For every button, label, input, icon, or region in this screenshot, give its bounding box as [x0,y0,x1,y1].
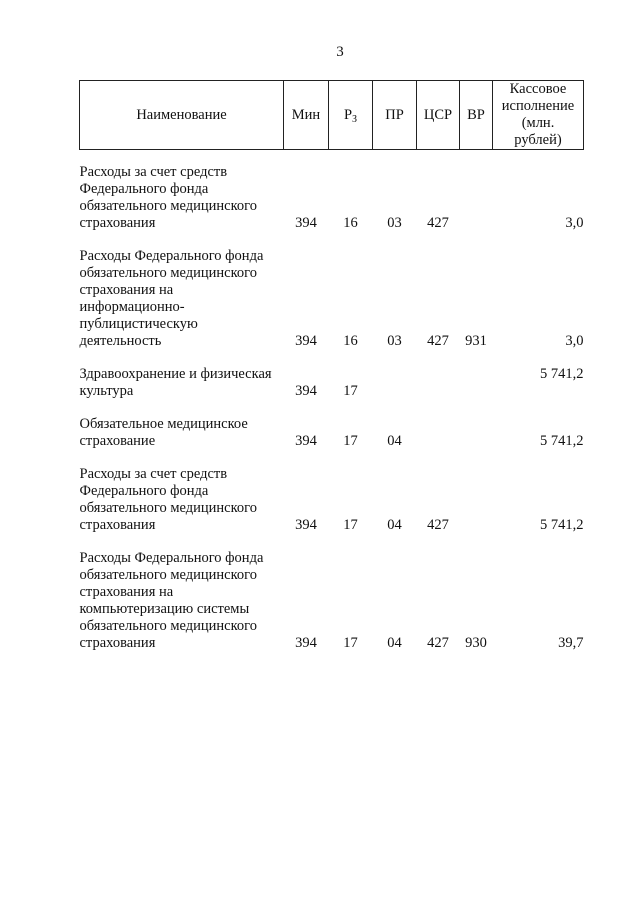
row-pr [373,366,417,400]
row-csr: 427 [427,517,449,533]
row-amount: 5 741,2 [540,517,584,533]
header-amount-line: (млн. [521,115,555,131]
table-body [80,150,584,653]
row-vr [460,466,493,534]
header-vr: ВР [460,81,493,150]
row-vr: 931 [465,333,487,349]
row-rz: 16 [343,215,358,231]
row-csr [417,416,460,450]
row-name-line: информационно- [79,299,185,315]
row-pr: 04 [387,433,402,449]
row-min: 394 [295,215,317,231]
table-row [80,248,584,350]
row-name-line: Расходы за счет средств [79,164,228,180]
row-amount: 5 741,2 [540,366,584,382]
row-name-line: публицистическую [79,316,198,332]
row-name [80,466,284,534]
row-min: 394 [295,333,317,349]
row-name-line: страхования [79,635,156,651]
table-row [80,416,584,450]
row-rz: 17 [343,383,358,399]
row-amount: 3,0 [565,333,584,349]
row-name-line: обязательного медицинского [79,500,257,516]
row-name-line: культура [79,383,134,399]
row-name-line: обязательного медицинского [79,265,257,281]
header-rz-main: Р [343,106,353,123]
row-name-line: страхования [79,215,156,231]
row-name-line: страхования на [79,282,174,298]
table-row [80,164,584,232]
header-amount [493,81,584,150]
row-name-line: страхования на [79,584,174,600]
row-min: 394 [295,433,317,449]
page-number: 3 [336,44,344,60]
row-pr: 04 [387,517,402,533]
row-name [80,550,284,652]
row-csr: 427 [427,333,449,349]
row-name-line: деятельность [79,333,162,349]
header-csr: ЦСР [417,81,460,150]
table-header-row [80,81,584,150]
header-rz-sub: З [352,113,358,125]
row-name-line: страхование [79,433,156,449]
budget-table [79,80,584,652]
row-rz: 17 [343,433,358,449]
row-name-line: Расходы Федерального фонда [79,248,264,264]
header-rz [329,81,373,150]
header-name: Наименование [80,81,284,150]
table-row [80,466,584,534]
header-min: Мин [284,81,329,150]
row-name-line: Расходы Федерального фонда [79,550,264,566]
row-name [80,416,284,450]
row-name [80,248,284,350]
row-name [80,164,284,232]
row-name-line: Расходы за счет средств [79,466,228,482]
header-amount-line: Кассовое [509,81,567,97]
row-csr: 427 [427,215,449,231]
row-name-line: Федерального фонда [79,483,209,499]
row-vr: 930 [465,635,487,651]
row-rz: 17 [343,635,358,651]
row-name-line: обязательного медицинского [79,618,257,634]
row-min: 394 [295,635,317,651]
row-csr: 427 [427,635,449,651]
row-pr: 04 [387,635,402,651]
row-rz: 16 [343,333,358,349]
row-min: 394 [295,517,317,533]
header-amount-line: рублей) [514,132,562,148]
table-row [80,550,584,652]
row-csr [417,366,460,400]
row-name [80,366,284,400]
row-amount: 39,7 [558,635,584,651]
row-amount: 5 741,2 [540,433,584,449]
row-vr [460,416,493,450]
row-name-line: страхования [79,517,156,533]
row-name-line: обязательного медицинского [79,567,257,583]
row-pr: 03 [387,333,402,349]
row-name-line: Обязательное медицинское [79,416,248,432]
row-name-line: компьютеризацию системы [79,601,250,617]
row-name-line: обязательного медицинского [79,198,257,214]
row-vr [460,366,493,400]
row-name-line: Федерального фонда [79,181,209,197]
header-amount-line: исполнение [501,98,575,114]
row-name-line: Здравоохранение и физическая [79,366,272,382]
header-pr: ПР [373,81,417,150]
row-pr: 03 [387,215,402,231]
row-rz: 17 [343,517,358,533]
row-amount: 3,0 [565,215,584,231]
row-min: 394 [295,383,317,399]
table-row [80,366,584,400]
row-vr [460,164,493,232]
